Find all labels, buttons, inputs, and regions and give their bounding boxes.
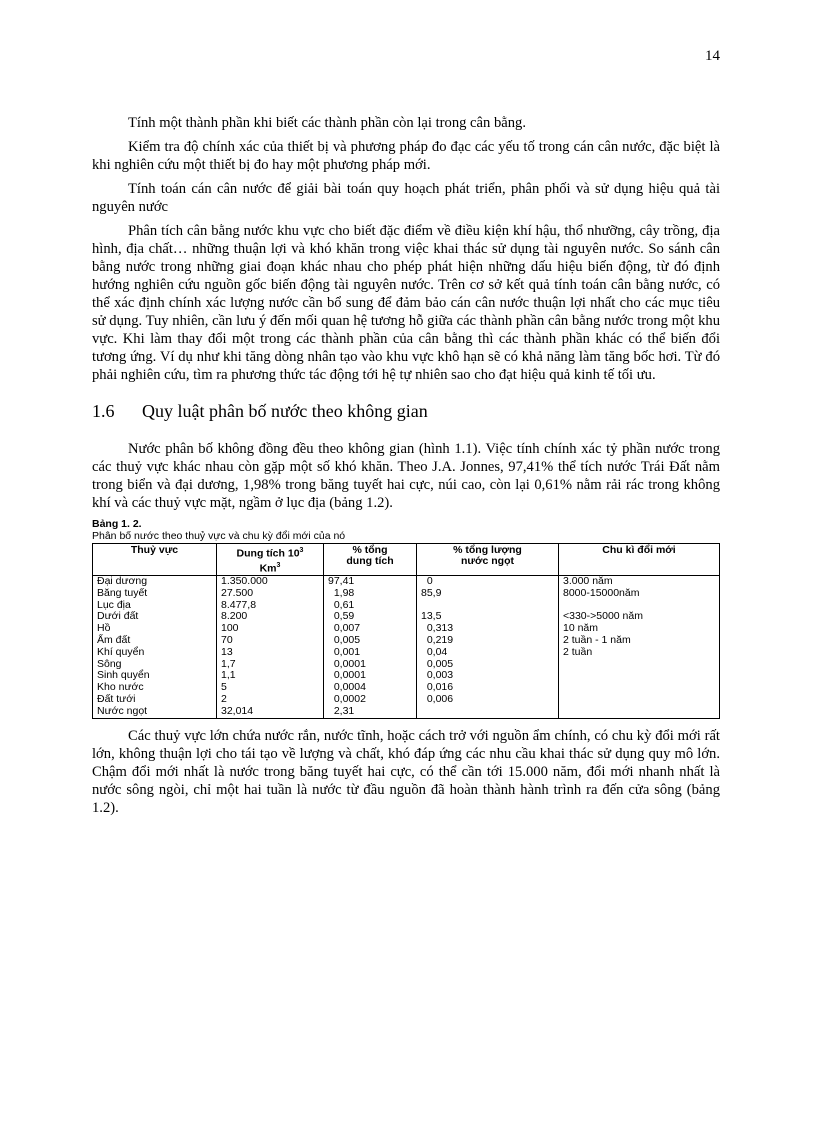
header-dung-tich xyxy=(217,544,324,576)
table-row xyxy=(93,659,720,671)
paragraph: Tính một thành phần khi biết các thành phần còn lại trong cân bằng. xyxy=(128,115,526,131)
table-cell-cycle xyxy=(559,670,720,682)
table-cell-name: Đất tưới xyxy=(93,694,217,706)
table-cell-cycle xyxy=(559,659,720,671)
header-dung-tich-line2: Km xyxy=(259,562,277,574)
table-caption-text: Phân bố nước theo thuỷ vực và chu kỳ đổi mới của nó xyxy=(92,530,346,542)
table-row xyxy=(93,635,720,647)
document-body xyxy=(92,114,720,823)
table-cell-pct-total: 0,005 xyxy=(324,635,417,647)
section-title: Quy luật phân bố nước theo không gian xyxy=(142,401,428,421)
table-row xyxy=(93,576,720,588)
table-cell-pct-total: 2,31 xyxy=(324,706,417,718)
table-cell-pct-total: 0,59 xyxy=(324,611,417,623)
table-row xyxy=(93,706,720,718)
section-number: 1.6 xyxy=(92,401,115,421)
table-cell-name: Ẩm đất xyxy=(93,635,217,647)
table-cell-pct-fresh: 0,005 xyxy=(417,659,559,671)
table-cell-name: Sinh quyển xyxy=(93,670,217,682)
table-cell-pct-fresh: 0 xyxy=(417,576,559,588)
table-cell-name: Đại dương xyxy=(93,576,217,588)
table-cell-pct-total: 0,0002 xyxy=(324,694,417,706)
table-cell-volume: 8.477,8 xyxy=(217,600,324,612)
header-dung-tich-exp: 3 xyxy=(299,547,304,554)
paragraph: Tính toán cán cân nước để giải bài toán quy hoạch phát triển, phân phối và sử dụng hiệu quả tài nguyên nước xyxy=(92,181,720,215)
table-cell-pct-fresh: 0,016 xyxy=(417,682,559,694)
paragraph: Nước phân bố không đồng đều theo không gian (hình 1.1). Việc tính chính xác tỷ phần nước trong các thuỷ vực khác nhau còn gặp một số khó khăn. Theo J.A. Jonnes, 97,41% thể tích nước Trái Đất nằm trong biển và đại dương, 1,98% trong băng tuyết hai cực, núi cao, còn lại 0,61% nằm rải rác trong không khí và các thuỷ vực mặt, ngầm ở lục địa (bảng 1.2). xyxy=(92,441,720,511)
table-cell-volume: 32,014 xyxy=(217,706,324,718)
page-number: 14 xyxy=(705,48,720,64)
header-pct-total xyxy=(324,544,417,576)
table-cell-name: Kho nước xyxy=(93,682,217,694)
table-cell-name: Dưới đất xyxy=(93,611,217,623)
table-cell-cycle: 2 tuần xyxy=(559,647,720,659)
table-cell-cycle: 8000-15000năm xyxy=(559,588,720,600)
table-cell-volume: 1.350.000 xyxy=(217,576,324,588)
table-cell-name: Hồ xyxy=(93,623,217,635)
table-cell-pct-total: 0,0001 xyxy=(324,659,417,671)
table-cell-cycle: 2 tuần - 1 năm xyxy=(559,635,720,647)
table-cell-volume: 100 xyxy=(217,623,324,635)
table-cell-cycle xyxy=(559,706,720,718)
table-cell-pct-fresh xyxy=(417,706,559,718)
header-dung-tich-line1: Dung tích 10 xyxy=(236,547,300,560)
paragraph: Kiểm tra độ chính xác của thiết bị và phương pháp đo đạc các yếu tố trong cán cân nước, đặc biệt là khi nghiên cứu một thiết bị đo hay một phương pháp mới. xyxy=(92,139,720,173)
table-label: Bảng 1. 2. xyxy=(92,518,142,530)
table-cell-volume: 27.500 xyxy=(217,588,324,600)
table-cell-name: Khí quyển xyxy=(93,647,217,659)
header-thuy-vuc: Thuỷ vực xyxy=(93,544,217,576)
table-cell-pct-total: 1,98 xyxy=(324,588,417,600)
table-cell-cycle: 3.000 năm xyxy=(559,576,720,588)
section-heading xyxy=(92,400,720,422)
header-pct-total-line1: % tổng xyxy=(352,544,388,556)
table-cell-cycle xyxy=(559,694,720,706)
table-cell-pct-fresh: 0,006 xyxy=(417,694,559,706)
table-cell-volume: 70 xyxy=(217,635,324,647)
table-cell-name: Sông xyxy=(93,659,217,671)
table-cell-volume: 1,1 xyxy=(217,670,324,682)
paragraph: Phân tích cân bằng nước khu vực cho biết đặc điểm về điều kiện khí hậu, thổ nhưỡng, cây trồng, địa hình, địa chất… những thuận lợi và khó khăn trong việc khai thác sử dụng tài nguyên nước. So sánh cân bằng nước trong những giai đoạn khác nhau cho phép phát hiện những dấu hiệu biến động, từ đó định hướng nghiên cứu nguồn gốc biến động tài nguyên nước. Trên cơ sở kết quả tính toán cân bằng nước, có thể xác định chính xác lượng nước cần bổ sung để đảm bảo cán cân nước thuận lợi nhất cho các mục tiêu sử dụng. Tuy nhiên, cần lưu ý đến mối quan hệ tương hỗ giữa các thành phần cân bằng nước trong một khu vực. Khi làm thay đổi một trong các thành phần của cân bằng thì các thành phần khác có thể biến đổi tương ứng. Ví dụ như khi tăng dòng nhân tạo vào khu vực khô hạn sẽ có khả năng làm tăng bốc hơi. Từ đó phải nghiên cứu, tìm ra phương thức tác động tới hệ tự nhiên sao cho đạt hiệu quả kinh tế tối ưu. xyxy=(92,223,720,383)
table-cell-cycle: <330->5000 năm xyxy=(559,611,720,623)
table-cell-pct-fresh: 85,9 xyxy=(417,588,559,600)
table-cell-volume: 2 xyxy=(217,694,324,706)
table-row xyxy=(93,647,720,659)
table-cell-pct-total: 0,001 xyxy=(324,647,417,659)
header-chu-ki: Chu kì đổi mới xyxy=(559,544,720,576)
table-row xyxy=(93,588,720,600)
table-cell-cycle: 10 năm xyxy=(559,623,720,635)
table-row xyxy=(93,611,720,623)
table-cell-pct-total: 0,0001 xyxy=(324,670,417,682)
table-cell-volume: 1,7 xyxy=(217,659,324,671)
table-cell-pct-fresh: 0,219 xyxy=(417,635,559,647)
table-header-row xyxy=(93,544,720,576)
table-cell-pct-fresh: 13,5 xyxy=(417,611,559,623)
header-pct-fresh xyxy=(417,544,559,576)
table-row xyxy=(93,682,720,694)
table-cell-pct-fresh: 0,003 xyxy=(417,670,559,682)
table-cell-name: Băng tuyết xyxy=(93,588,217,600)
table-cell-name: Nước ngọt xyxy=(93,706,217,718)
table-cell-pct-fresh: 0,04 xyxy=(417,647,559,659)
table-caption xyxy=(92,518,720,542)
table-cell-pct-fresh: 0,313 xyxy=(417,623,559,635)
table-cell-pct-total: 0,61 xyxy=(324,600,417,612)
table-cell-pct-total: 0,0004 xyxy=(324,682,417,694)
table-cell-pct-total: 97,41 xyxy=(324,576,417,588)
table-row xyxy=(93,694,720,706)
table-cell-volume: 13 xyxy=(217,647,324,659)
table-cell-name: Lục địa xyxy=(93,600,217,612)
paragraph: Các thuỷ vực lớn chứa nước rắn, nước tĩnh, hoặc cách trở với nguồn ẩm chính, có chu kỳ đổi mới rất lớn, không thuận lợi cho tái tạo về lượng và chất, khó đáp ứng các nhu cầu khai thác sử dụng quy mô lớn. Chậm đổi mới nhất là nước trong băng tuyết hai cực, có thể cần tới 15.000 năm, đổi mới nhanh nhất là nước sông ngòi, chỉ một hai tuần là nước từ đầu nguồn đã hoàn thành hành trình ra đến cửa sông (bảng 1.2). xyxy=(92,727,720,816)
water-distribution-table xyxy=(92,543,720,719)
table-cell-volume: 5 xyxy=(217,682,324,694)
header-dung-tich-unit-exp: 3 xyxy=(276,561,281,569)
header-pct-total-line2: dung tích xyxy=(346,555,394,567)
header-pct-fresh-line1: % tổng lượng xyxy=(453,544,522,556)
table-cell-volume: 8.200 xyxy=(217,611,324,623)
table-body xyxy=(93,576,720,719)
table-cell-pct-total: 0,007 xyxy=(324,623,417,635)
header-pct-fresh-line2: nước ngọt xyxy=(461,555,514,567)
table-row xyxy=(93,670,720,682)
table-cell-cycle xyxy=(559,682,720,694)
